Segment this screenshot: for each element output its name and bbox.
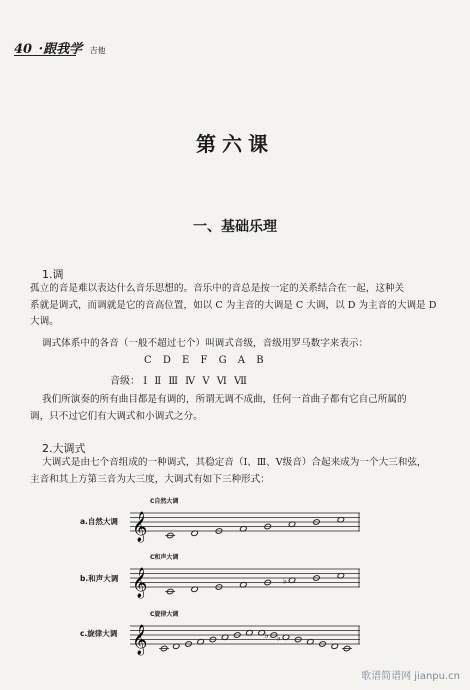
book-brand: ·跟我学 bbox=[38, 42, 83, 57]
note-names: C D E F G A B bbox=[144, 355, 265, 366]
text-line: 大调式是由七个音组成的一种调式，其稳定音（Ⅰ、Ⅲ、Ⅴ级音）合起来成为一个大三和弦， bbox=[42, 457, 427, 468]
staff-harmonic-major bbox=[130, 561, 360, 599]
staff-label: b.和声大调 bbox=[80, 574, 119, 583]
paragraph-key bbox=[30, 281, 440, 352]
lesson-title: 第六课 bbox=[196, 132, 274, 156]
text-line: 主音和其上方第三音为大三度，大调式有如下三种形式： bbox=[30, 473, 270, 485]
header-rule bbox=[14, 55, 76, 56]
degree-label: 音级： bbox=[110, 376, 140, 387]
section-title: 一、基础乐理 bbox=[193, 219, 277, 235]
text-line: 孤立的音是难以表达什么音乐思想的。音乐中的音总是按一定的关系结合在一起，这种关 bbox=[30, 283, 405, 294]
degree: Ⅴ bbox=[202, 376, 210, 387]
text-line: 系就是调式，而调就是它的音高位置，如以 C 为主音的大调是 C 大调，以 D 为主音的大调是 D bbox=[30, 299, 437, 311]
degree: Ⅶ bbox=[234, 376, 247, 387]
treble-clef-icon: 𝄞 bbox=[132, 512, 148, 542]
heading-major: 2.大调式 bbox=[42, 442, 86, 455]
scale-degrees bbox=[110, 372, 251, 387]
staff-label: a.自然大调 bbox=[80, 517, 118, 526]
treble-clef-icon: 𝄞 bbox=[132, 568, 148, 598]
degree: Ⅱ bbox=[154, 376, 162, 387]
staff-natural-major bbox=[130, 505, 360, 543]
degree: Ⅰ bbox=[143, 376, 148, 387]
degree: Ⅵ bbox=[216, 376, 227, 387]
staff-title: C旋律大调 bbox=[150, 611, 179, 618]
watermark: 歌谱简谱网 jianpu.cn bbox=[361, 671, 460, 682]
degree: Ⅲ bbox=[168, 376, 178, 387]
page-number: 40 bbox=[14, 42, 33, 57]
flat-sign-icon: ♭ bbox=[283, 576, 287, 586]
text-line: 大调。 bbox=[30, 316, 59, 327]
flat-sign-icon: ♭ bbox=[276, 633, 281, 643]
flat-sign-icon: ♭ bbox=[264, 631, 269, 640]
text-line: 调式体系中的各音（一般不超过七个）叫调式音级，音级用罗马数字来表示： bbox=[42, 337, 369, 349]
book-subtitle: 吉他 bbox=[89, 46, 106, 55]
staff-melodic-major bbox=[130, 618, 360, 656]
treble-clef-icon: 𝄞 bbox=[132, 625, 148, 655]
paragraph-keys bbox=[30, 392, 440, 425]
text-line: 我们所演奏的所有曲目都是有调的，所谓无调不成曲，任何一首曲子都有它自己所属的 bbox=[42, 394, 407, 405]
staff-title: C自然大调 bbox=[150, 498, 179, 505]
staff-title: C和声大调 bbox=[150, 554, 179, 561]
staff-label: c.旋律大调 bbox=[80, 629, 118, 638]
heading-key: 1.调 bbox=[42, 268, 64, 281]
paragraph-major bbox=[30, 455, 440, 488]
degree: Ⅳ bbox=[185, 376, 196, 387]
text-line: 调，只不过它们有大调式和小调式之分。 bbox=[30, 410, 203, 422]
